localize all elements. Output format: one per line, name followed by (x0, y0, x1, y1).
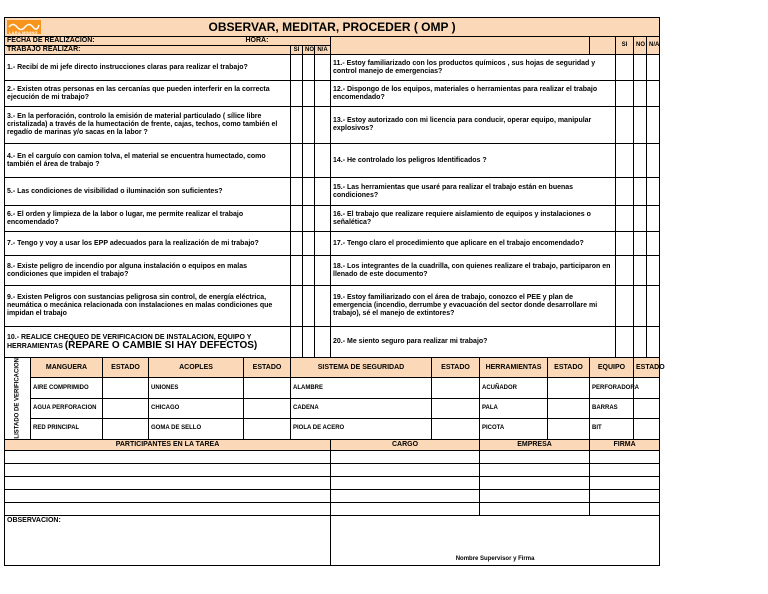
participant-row-2-name[interactable] (5, 463, 331, 476)
q18-si-checkbox[interactable] (616, 256, 634, 286)
question-14: 14.- He controlado los peligros Identificados ? (331, 144, 616, 178)
empresa-header: EMPRESA (480, 439, 590, 450)
participant-row-2-firma[interactable] (590, 463, 660, 476)
participant-row-5-name[interactable] (5, 502, 331, 515)
q12-no-checkbox[interactable] (634, 81, 647, 107)
verif-header-herramientas: HERRAMIENTAS (480, 358, 548, 378)
question-12: 12.- Dispongo de los equipos, materiales o herramientas para realizar el trabajo encomendado? (331, 81, 616, 107)
participant-row-4-empresa[interactable] (480, 489, 590, 502)
verif-manguera-3: RED PRINCIPAL (31, 419, 103, 439)
q10-emphasis: (REPARE O CAMBIE SI HAY DEFECTOS) (64, 339, 258, 351)
verif-header-estado-1: ESTADO (103, 358, 149, 378)
question-15: 15.- Las herramientas que usaré para realizar el trabajo están en buenas condiciones? (331, 178, 616, 206)
q18-na-checkbox[interactable] (647, 256, 660, 286)
verif-estado-2-2[interactable] (244, 398, 291, 418)
participant-row-1-name[interactable] (5, 450, 331, 463)
q9-no-checkbox[interactable] (303, 286, 315, 327)
q1-no-checkbox[interactable] (303, 55, 315, 81)
verif-sistema-1: ALAMBRE (291, 378, 432, 398)
q17-na-checkbox[interactable] (647, 232, 660, 256)
verif-acoples-3: GOMA DE SELLO (149, 419, 244, 439)
q15-si-checkbox[interactable] (616, 178, 634, 206)
q10-line1: 10.- REALICE CHEQUEO DE VERIFICACION DE INSTALACION, EQUIPO Y (7, 333, 252, 341)
verif-header-equipo: EQUIPO (590, 358, 634, 378)
question-1: 1.- Recibí de mi jefe directo instrucciones claras para realizar el trabajo? (5, 55, 291, 81)
q14-si-checkbox[interactable] (616, 144, 634, 178)
participants-header: PARTICIPANTES EN LA TAREA (5, 439, 331, 450)
q7-si-checkbox[interactable] (291, 232, 303, 256)
verif-header-estado-4: ESTADO (548, 358, 590, 378)
verif-manguera-1: AIRE COMPRIMIDO (31, 378, 103, 398)
participant-row-3-name[interactable] (5, 476, 331, 489)
participant-row-5-cargo[interactable] (331, 502, 480, 515)
q20-na-checkbox[interactable] (647, 327, 660, 358)
q16-no-checkbox[interactable] (634, 206, 647, 232)
participant-row-3-cargo[interactable] (331, 476, 480, 489)
participant-row-1-firma[interactable] (590, 450, 660, 463)
omp-table (4, 17, 665, 566)
q19-si-checkbox[interactable] (616, 286, 634, 327)
verif-equipo-2: BARRAS (590, 398, 634, 418)
fecha-label: FECHA DE REALIZACION: (5, 37, 244, 46)
verification-side-label: LISTADO DE VERIFICACION (5, 358, 31, 440)
question-6: 6.- El orden y limpieza de la labor o lugar, me permite realizar el trabajo encomendado? (5, 206, 291, 232)
supervisor-signature-field[interactable] (331, 515, 660, 565)
omp-form (4, 17, 665, 566)
q10-line2a: HERRAMIENTAS (7, 342, 65, 350)
verif-herramientas-3: PICOTA (480, 419, 548, 439)
right-na-header: N/A (647, 37, 660, 55)
q2-no-checkbox[interactable] (303, 81, 315, 107)
observacion-field[interactable] (5, 515, 331, 565)
firma-header: FIRMA (590, 439, 660, 450)
form-title (5, 18, 660, 37)
q11-no-checkbox[interactable] (634, 55, 647, 81)
verif-herramientas-1: ACUÑADOR (480, 378, 548, 398)
question-5: 5.- Las condiciones de visibilidad o iluminación son suficientes? (5, 178, 291, 206)
question-9: 9.- Existen Peligros con sustancias peligrosa sin control, de energía eléctrica, neumática o mecánica relacionada con instalaciones en malas condiciones que impidan el trabajo (5, 286, 291, 327)
participant-row-4-name[interactable] (5, 489, 331, 502)
q12-si-checkbox[interactable] (616, 81, 634, 107)
q5-si-checkbox[interactable] (291, 178, 303, 206)
verif-estado-1-2[interactable] (103, 398, 149, 418)
q3-na-checkbox[interactable] (315, 107, 331, 144)
verif-equipo-3: BIT (590, 419, 634, 439)
question-13: 13.- Estoy autorizado con mi licencia para conducir, operar equipo, manipular explosivos? (331, 107, 616, 144)
cargo-header: CARGO (331, 439, 480, 450)
q8-si-checkbox[interactable] (291, 256, 303, 286)
q14-no-checkbox[interactable] (634, 144, 647, 178)
right-no-header: NO (634, 37, 647, 55)
participant-row-4-firma[interactable] (590, 489, 660, 502)
question-8: 8.- Existe peligro de incendio por alguna instalación o equipos en malas condiciones que impiden el trabajo? (5, 256, 291, 286)
q18-no-checkbox[interactable] (634, 256, 647, 286)
participant-row-4-cargo[interactable] (331, 489, 480, 502)
q10-no-checkbox[interactable] (303, 327, 315, 358)
logo-text: LARA MINING (9, 30, 38, 35)
q4-si-checkbox[interactable] (291, 144, 303, 178)
q9-si-checkbox[interactable] (291, 286, 303, 327)
participant-row-3-firma[interactable] (590, 476, 660, 489)
verif-estado-3-1[interactable] (432, 378, 480, 398)
verif-estado-5-3[interactable] (634, 419, 660, 439)
right-header-gap (590, 37, 616, 55)
verif-estado-1-3[interactable] (103, 419, 149, 439)
verif-estado-4-1[interactable] (548, 378, 590, 398)
verif-estado-3-3[interactable] (432, 419, 480, 439)
verif-estado-3-2[interactable] (432, 398, 480, 418)
question-20: 20.- Me siento seguro para realizar mi trabajo? (331, 327, 616, 358)
q2-si-checkbox[interactable] (291, 81, 303, 107)
q14-na-checkbox[interactable] (647, 144, 660, 178)
verif-header-estado-5: ESTADO (634, 358, 660, 378)
q4-no-checkbox[interactable] (303, 144, 315, 178)
verif-estado-5-2[interactable] (634, 398, 660, 418)
verif-acoples-2: CHICAGO (149, 398, 244, 418)
question-7: 7.- Tengo y voy a usar los EPP adecuados para la realización de mi trabajo? (5, 232, 291, 256)
question-3: 3.- En la perforación, controlo la emisión de material particulado ( sílice libre cristalizada) a través de la humectación de frente, cajas, techos, como también el regadío de marinas y/o sacas en la labor ? (5, 107, 291, 144)
q1-si-checkbox[interactable] (291, 55, 303, 81)
q15-no-checkbox[interactable] (634, 178, 647, 206)
participant-row-1-empresa[interactable] (480, 450, 590, 463)
verif-estado-1-1[interactable] (103, 378, 149, 398)
q3-si-checkbox[interactable] (291, 107, 303, 144)
q19-na-checkbox[interactable] (647, 286, 660, 327)
q6-no-checkbox[interactable] (303, 206, 315, 232)
question-11: 11.- Estoy familiarizado con los productos químicos , sus hojas de seguridad y control manejo de emergencias? (331, 55, 616, 81)
question-18: 18.- Los integrantes de la cuadrilla, con quienes realizare el trabajo, participaron en llenado de este documento? (331, 256, 616, 286)
verif-header-sistema: SISTEMA DE SEGURIDAD (291, 358, 432, 378)
q12-na-checkbox[interactable] (647, 81, 660, 107)
q4-na-checkbox[interactable] (315, 144, 331, 178)
q7-no-checkbox[interactable] (303, 232, 315, 256)
participant-row-1-cargo[interactable] (331, 450, 480, 463)
q11-na-checkbox[interactable] (647, 55, 660, 81)
verif-sistema-3: PIOLA DE ACERO (291, 419, 432, 439)
question-4: 4.- En el carguío con camion tolva, el material se encuentra humectado, como también el área de trabajo ? (5, 144, 291, 178)
participant-row-2-empresa[interactable] (480, 463, 590, 476)
question-19: 19.- Estoy familiarizado con el área de trabajo, conozco el PEE y plan de emergencia (incendio, derrumbe y evacuación del sector donde desarrollare mi trabajo), sé el manejo de extintores? (331, 286, 616, 327)
verif-estado-4-2[interactable] (548, 398, 590, 418)
q8-na-checkbox[interactable] (315, 256, 331, 286)
verif-header-estado-2: ESTADO (244, 358, 291, 378)
q13-si-checkbox[interactable] (616, 107, 634, 144)
q7-na-checkbox[interactable] (315, 232, 331, 256)
q10-na-checkbox[interactable] (315, 327, 331, 358)
q5-na-checkbox[interactable] (315, 178, 331, 206)
verif-header-estado-3b: ESTADO (432, 358, 480, 378)
q17-si-checkbox[interactable] (616, 232, 634, 256)
supervisor-label: Nombre Supervisor y Firma (455, 555, 535, 562)
q11-si-checkbox[interactable] (616, 55, 634, 81)
q20-no-checkbox[interactable] (634, 327, 647, 358)
participant-row-3-empresa[interactable] (480, 476, 590, 489)
page-title: OBSERVAR, MEDITAR, PROCEDER ( OMP ) (208, 20, 456, 34)
verif-equipo-1: PERFORADORA (590, 378, 634, 398)
question-16: 16.- El trabajo que realizare requiere aislamiento de equipos y instalaciones o señalética? (331, 206, 616, 232)
verif-sistema-2: CADENA (291, 398, 432, 418)
participant-row-5-firma[interactable] (590, 502, 660, 515)
participant-row-5-empresa[interactable] (480, 502, 590, 515)
verif-estado-2-1[interactable] (244, 378, 291, 398)
q6-na-checkbox[interactable] (315, 206, 331, 232)
verif-herramientas-2: PALA (480, 398, 548, 418)
q13-na-checkbox[interactable] (647, 107, 660, 144)
right-si-header: SI (616, 37, 634, 55)
q16-si-checkbox[interactable] (616, 206, 634, 232)
q9-na-checkbox[interactable] (315, 286, 331, 327)
verif-acoples-1: UNIONES (149, 378, 244, 398)
q1-na-checkbox[interactable] (315, 55, 331, 81)
verif-estado-4-3[interactable] (548, 419, 590, 439)
q20-si-checkbox[interactable] (616, 327, 634, 358)
q6-si-checkbox[interactable] (291, 206, 303, 232)
q17-no-checkbox[interactable] (634, 232, 647, 256)
left-si-header: SI (291, 46, 303, 55)
company-logo (7, 20, 41, 34)
question-2: 2.- Existen otras personas en las cercanías que pueden interferir en la correcta ejecución de mi trabajo? (5, 81, 291, 107)
verif-manguera-2: AGUA PERFORACION (31, 398, 103, 418)
left-no-header: NO (303, 46, 315, 55)
observacion-label: OBSERVACION: (7, 516, 61, 524)
q19-no-checkbox[interactable] (634, 286, 647, 327)
q16-na-checkbox[interactable] (647, 206, 660, 232)
trabajo-label: TRABAJO REALIZAR: (5, 46, 291, 55)
q3-no-checkbox[interactable] (303, 107, 315, 144)
left-na-header: N/A (315, 46, 331, 55)
participant-row-2-cargo[interactable] (331, 463, 480, 476)
q13-no-checkbox[interactable] (634, 107, 647, 144)
q5-no-checkbox[interactable] (303, 178, 315, 206)
verif-header-acoples: ACOPLES (149, 358, 244, 378)
question-17: 17.- Tengo claro el procedimiento que aplicare en el trabajo encomendado? (331, 232, 616, 256)
q2-na-checkbox[interactable] (315, 81, 331, 107)
verif-estado-2-3[interactable] (244, 419, 291, 439)
q10-si-checkbox[interactable] (291, 327, 303, 358)
right-header-blank (331, 37, 590, 55)
q8-no-checkbox[interactable] (303, 256, 315, 286)
verif-header-manguera: MANGUERA (31, 358, 103, 378)
question-10 (5, 327, 291, 358)
q15-na-checkbox[interactable] (647, 178, 660, 206)
hora-label: HORA: (244, 37, 331, 46)
